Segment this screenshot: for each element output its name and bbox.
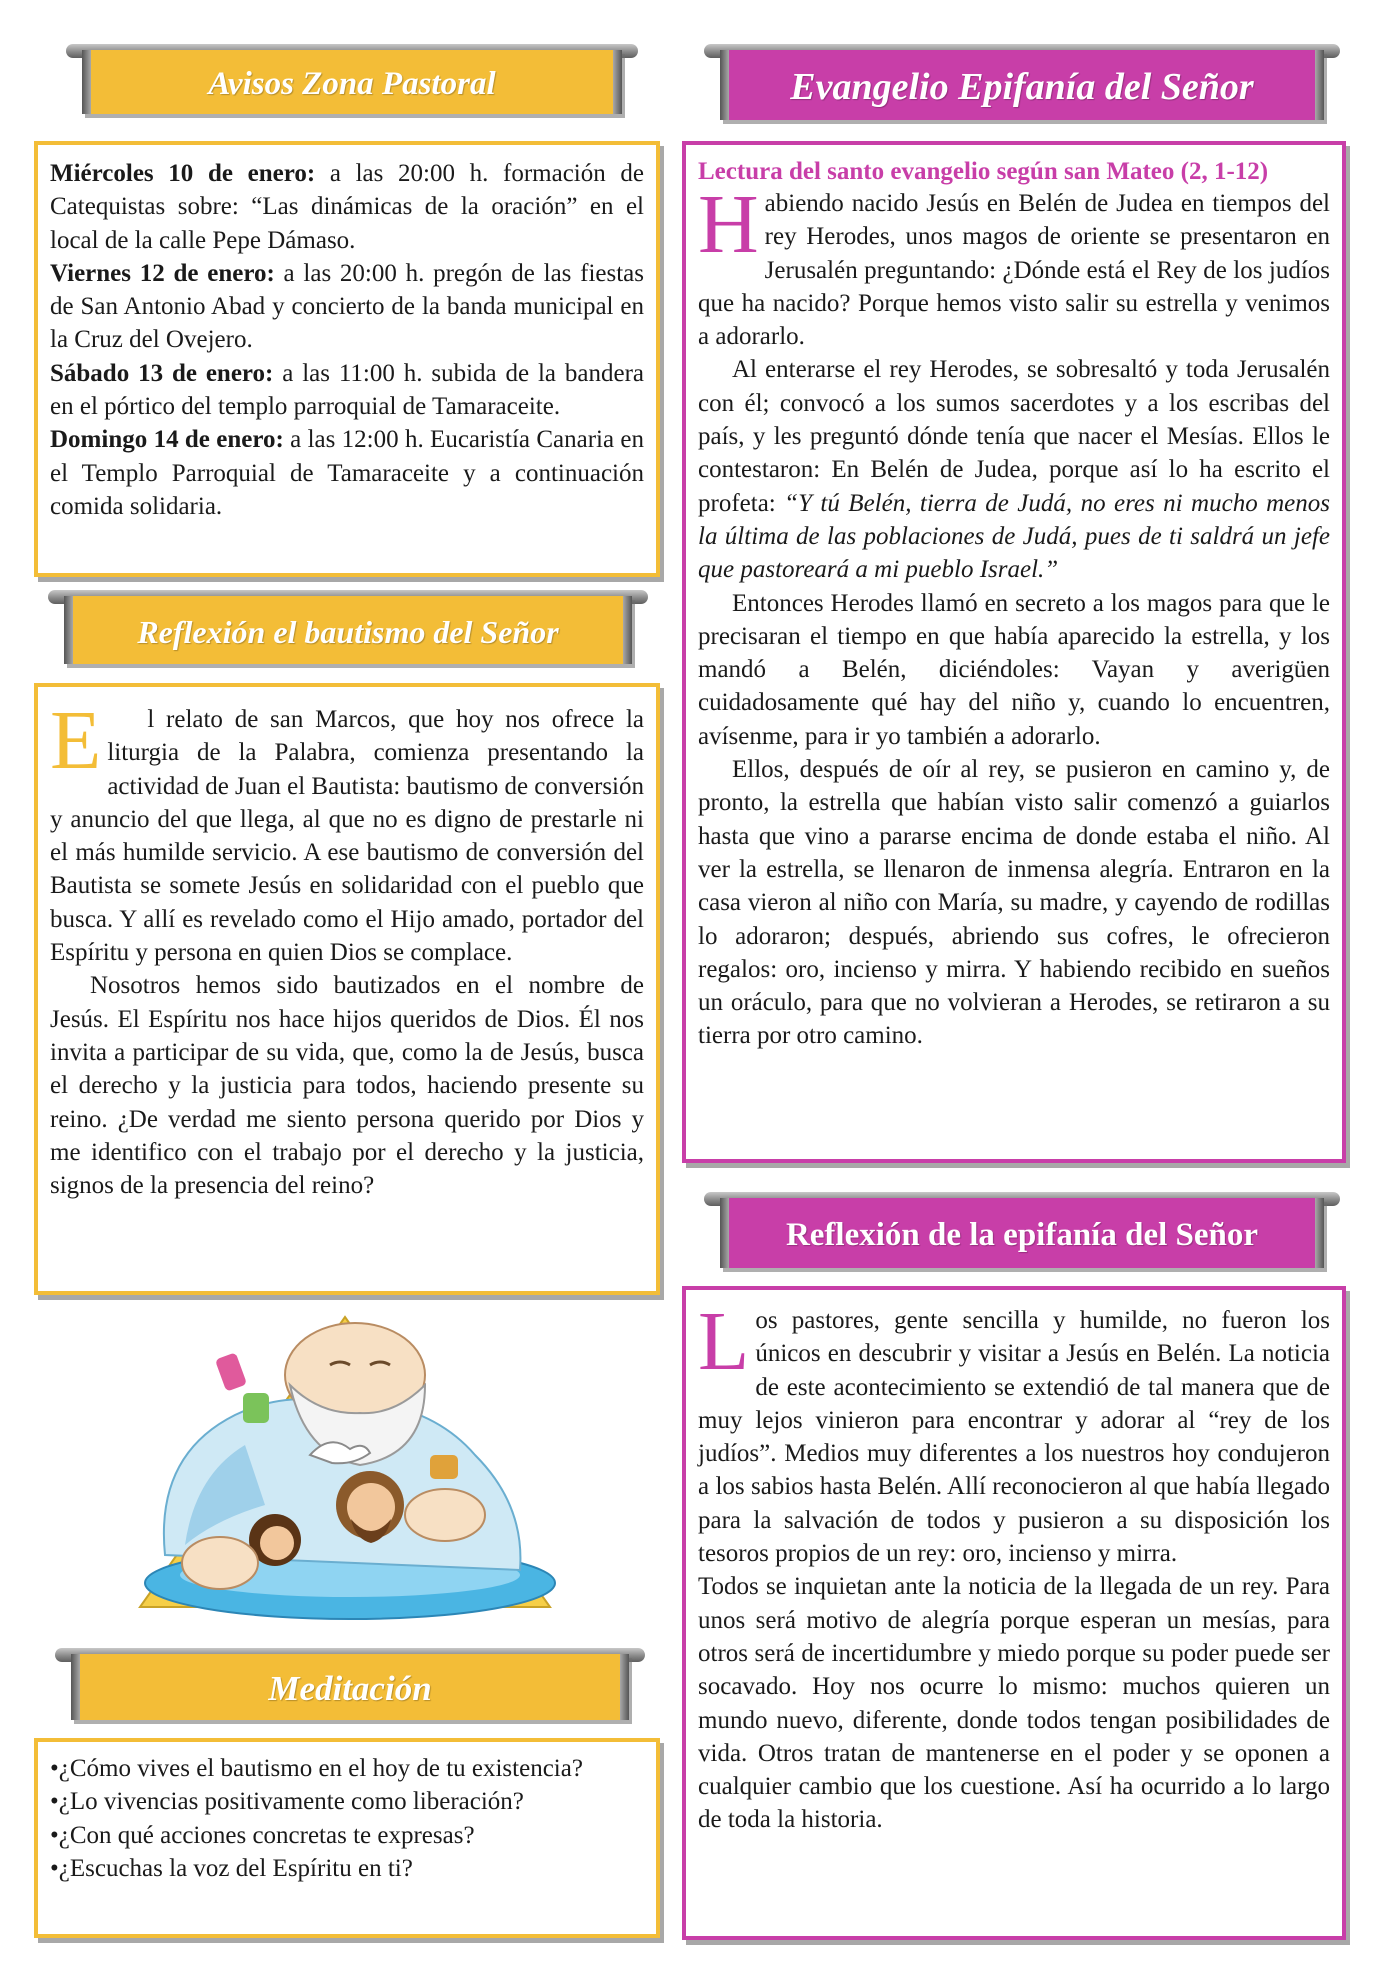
god-embracing-jesus-baptism-icon	[125, 1305, 565, 1623]
list-item-text: ¿Escuchas la voz del Espíritu en ti?	[58, 1854, 413, 1882]
dropcap-letter: H	[698, 178, 759, 271]
bullet-icon: •	[50, 1821, 59, 1849]
epifania-title: Reflexión de la epifanía del Señor	[785, 1216, 1259, 1253]
evangelio-text	[698, 178, 1331, 1053]
aviso-item	[50, 257, 644, 357]
meditacion-box	[34, 1738, 660, 1938]
epifania-text	[698, 1295, 1330, 1837]
bullet-icon: •	[50, 1788, 59, 1816]
bautismo-paragraph-2: Nosotros hemos sido bautizados en el nombre de Jesús. El Espíritu nos hace hijos queridos de Dios. Él nos invita a participar de su vida, que, como la de Jesús, busca el derecho y la justicia para todos, haciendo presente su reino. ¿De verdad me siento persona querido por Dios y me identifico con el trabajo por el derecho y la justicia, signos de la presencia del reino?	[50, 972, 644, 1200]
avisos-title: Avisos Zona Pastoral	[208, 65, 496, 102]
bautismo-banner	[48, 590, 648, 668]
list-item	[50, 1752, 644, 1785]
aviso-item	[50, 423, 644, 523]
avisos-box	[34, 141, 660, 577]
list-item-text: ¿Con qué acciones concretas te expresas?	[58, 1821, 475, 1849]
epifania-banner	[704, 1192, 1340, 1272]
avisos-banner	[66, 44, 638, 118]
paragraph-text: abiendo nacido Jesús en Belén de Judea en tiempos del rey Herodes, unos magos de oriente se presentaron en Jerusalén preguntando: ¿Dónde está el Rey de los judíos que ha nacido? Porque hemos visto salir su estrella y venimos a adorarlo.	[698, 190, 1330, 351]
aviso-date: Domingo 14 de enero:	[50, 426, 284, 454]
prophecy-quote: “Y tú Belén, tierra de Judá, no eres ni mucho menos la última de las poblaciones de Judá, pues de ti saldrá un jefe que pastoreará a mi pueblo Israel.”	[698, 489, 1331, 584]
evangelio-box	[682, 141, 1346, 1163]
paragraph-text: os pastores, gente sencilla y humilde, no fueron los únicos en descubrir y visitar a Jesús en Belén. La noticia de este acontecimiento se extendió de tal manera que de muy lejos vinieron para encontrar y adorar al “rey de los judíos”. Medios muy diferentes a los nuestros hoy condujeron a los sabios hasta Belén. Allí reconocieron al que había llegado para la salvación de todos y pusieron a su disposición los tesoros propios de un rey: oro, incienso y mirra.	[698, 1307, 1330, 1568]
bullet-icon: •	[50, 1755, 59, 1782]
bautismo-text	[50, 694, 644, 1202]
aviso-item	[50, 357, 644, 424]
meditacion-list	[50, 1752, 644, 1885]
list-item	[50, 1852, 644, 1885]
meditacion-title: Meditación	[268, 1669, 432, 1708]
list-item	[50, 1819, 644, 1852]
evangelio-banner	[704, 44, 1340, 124]
avisos-list	[50, 157, 644, 523]
aviso-date: Miércoles 10 de enero:	[50, 160, 316, 187]
paragraph-text: Al enterarse el rey Herodes, se sobresaltó y toda Jerusalén con él; convocó a los sumos sacerdotes y a los escribas del país, y les preguntó dónde tenía que nacer el Mesías. Ellos le contestaron: En Belén de Judea, porque así lo ha escrito el profeta:	[698, 356, 1330, 517]
evangelio-paragraph-3: Entonces Herodes llamó en secreto a los magos para que le precisaran el tiempo en que había aparecido la estrella, y los mandó a Belén, diciéndoles: Vayan y averigüen cuidadosamente qué hay del niño y, cuando lo encuentren, avísenme, para ir yo también a adorarlo.	[698, 589, 1330, 750]
epifania-box	[682, 1286, 1346, 1940]
meditacion-banner	[55, 1648, 645, 1724]
bautismo-title: Reflexión el bautismo del Señor	[137, 613, 559, 650]
epifania-paragraph-2: Todos se inquietan ante la noticia de la llegada de un rey. Para unos será motivo de alegría porque esperan un mesías, para otros será de incertidumbre y miedo porque su poder puede ser socavado. Hoy nos ocurre lo mismo: muchos quieren un mundo nuevo, diferente, donde todos tengan posibilidades de vida. Otros tratan de mantenerse en el poder y se oponen a cualquier cambio que los cuestione. Así ha ocurrido a lo largo de toda la historia.	[698, 1573, 1330, 1834]
bautismo-paragraph-1	[50, 694, 644, 969]
bullet-icon: •	[50, 1854, 59, 1882]
aviso-item	[50, 157, 644, 257]
aviso-date: Sábado 13 de enero:	[50, 359, 274, 387]
paragraph-text: l relato de san Marcos, que hoy nos ofrece la liturgia de la Palabra, comienza presentando la actividad de Juan el Bautista: bautismo de conversión y anuncio del que llega, al que no es digno de prestarle ni el más humilde servicio. A ese bautismo de conversión del Bautista se somete Jesús en solidaridad con el pueblo que busca. Y allí es revelado como el Hijo amado, portador del Espíritu y persona en quien Dios se complace.	[50, 706, 644, 967]
epifania-paragraph-1	[698, 1295, 1330, 1570]
aviso-text: a las 11:00 h. subida de la bandera en el pórtico del templo parroquial de Tamaraceite.	[50, 359, 644, 421]
evangelio-paragraph-1	[698, 178, 1330, 353]
evangelio-paragraph-4: Ellos, después de oír al rey, se pusieron en camino y, de pronto, la estrella que habían visto salir comenzó a guiarlos hasta que vino a pararse encima de donde estaba el niño. Al ver la estrella, se llenaron de inmensa alegría. Entraron en la casa vieron al niño con María, su madre, y cayendo de rodillas lo adoraron; después, abriendo sus cofres, le ofrecieron regalos: oro, incienso y mirra. Y habiendo recibido en sueños un oráculo, para que no volvieran a Herodes, se retiraron a su tierra por otro camino.	[698, 756, 1330, 1050]
evangelio-paragraph-2	[698, 353, 1330, 586]
dropcap-letter: L	[698, 1295, 750, 1388]
list-item-text: ¿Cómo vives el bautismo en el hoy de tu existencia?	[58, 1755, 583, 1782]
aviso-text: a las 20:00 h. pregón de las fiestas de San Antonio Abad y concierto de la banda municipal en la Cruz del Ovejero.	[50, 259, 645, 354]
aviso-text: a las 20:00 h. formación de Catequistas sobre: “Las dinámicas de la oración” en el local de la calle Pepe Dámaso.	[50, 160, 644, 254]
dropcap-letter: E	[50, 694, 102, 787]
aviso-text: a las 12:00 h. Eucaristía Canaria en el Templo Parroquial de Tamaraceite y a continuación comida solidaria.	[50, 426, 644, 520]
list-item-text: ¿Lo vivencias positivamente como liberación?	[58, 1788, 524, 1816]
bautismo-box	[34, 683, 660, 1295]
evangelio-title: Evangelio Epifanía del Señor	[790, 66, 1254, 108]
evangelio-heading: Lectura del santo evangelio según san Mateo (2, 1-12)	[698, 158, 1269, 185]
list-item	[50, 1785, 644, 1818]
aviso-date: Viernes 12 de enero:	[50, 259, 275, 287]
baptism-illustration	[125, 1305, 565, 1623]
